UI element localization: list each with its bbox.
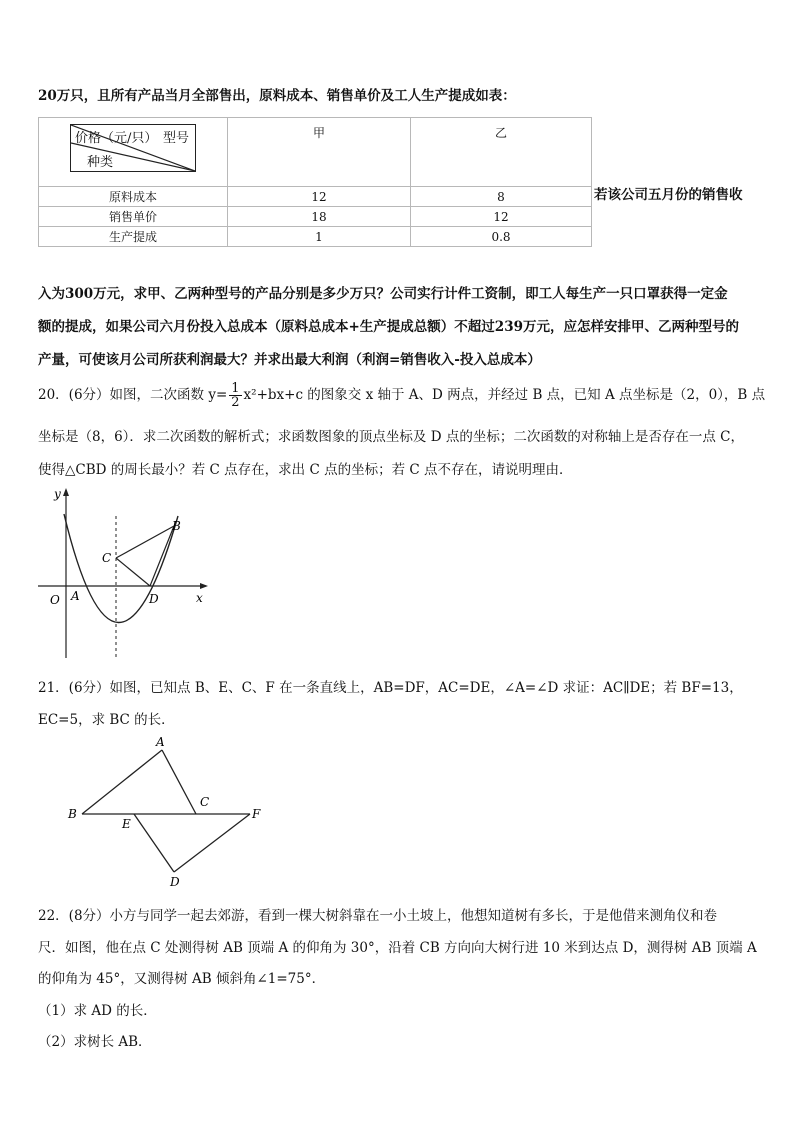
header-price-label: 价格（元/只） <box>75 131 158 146</box>
label-y: y <box>54 487 61 501</box>
q20-line1-b: x²+bx+c 的图象交 x 轴于 A、D 两点，并经过 B 点，已知 A 点坐标是（2，0），B 点 <box>243 387 766 403</box>
q20-line1 <box>38 382 765 409</box>
cost-table <box>38 117 592 247</box>
q22-line2: 尺．如图，他在点 C 处测得树 AB 顶端 A 的仰角为 30°，沿着 CB 方向向大树行进 10 米到达点 D，测得树 AB 顶端 A <box>38 940 757 956</box>
label-a: A <box>156 735 165 749</box>
q19-line2: 额的提成，如果公司六月份投入总成本（原料总成本+生产提成总额）不超过239万元，应怎样安排甲、乙两种型号的 <box>38 319 739 335</box>
diagonal-header <box>70 124 196 172</box>
segment-ed <box>134 814 174 872</box>
table-row <box>39 207 592 227</box>
q22-line3: 的仰角为 45°，又测得树 AB 倾斜角∠1=75°． <box>38 971 326 987</box>
label-c: C <box>200 795 210 809</box>
label-x: x <box>196 591 203 605</box>
table-header-row <box>39 118 592 187</box>
q22-sub1: （1）求 AD 的长． <box>38 1003 157 1019</box>
parabola-curve <box>64 514 178 623</box>
row-value-b: 12 <box>411 207 592 227</box>
fraction-denominator: 2 <box>231 395 240 410</box>
q20-line1-a: 20．(6分）如图，二次函数 y= <box>38 387 228 403</box>
segment-df <box>174 814 250 872</box>
triangles-figure <box>60 732 280 892</box>
label-a: A <box>71 589 80 603</box>
label-c: C <box>102 551 112 565</box>
label-o: O <box>50 593 60 607</box>
fraction-half <box>229 382 241 409</box>
label-f: F <box>252 807 261 821</box>
q20-line3: 使得△CBD 的周长最小？若 C 点存在，求出 C 点的坐标；若 C 点不存在，请说明理由． <box>38 462 573 478</box>
q19-side-text: 若该公司五月份的销售收 <box>594 187 743 203</box>
q22-line1: 22．(8分）小方与同学一起去郊游，看到一棵大树斜靠在一小土坡上，他想知道树有多长，于是他借来测角仪和卷 <box>38 908 718 924</box>
row-value-b: 8 <box>411 187 592 207</box>
row-value-a: 12 <box>228 187 411 207</box>
q20-line2: 坐标是（8，6）．求二次函数的解析式；求函数图象的顶点坐标及 D 点的坐标；二次函数的对称轴上是否存在一点 C， <box>38 429 744 445</box>
q19-line3: 产量，可使该月公司所获利润最大？并求出最大利润（利润=销售收入-投入总成本） <box>38 352 541 368</box>
segment-cd <box>116 558 150 586</box>
row-label: 销售单价 <box>39 207 228 227</box>
table-row <box>39 227 592 247</box>
q21-line2: EC=5，求 BC 的长． <box>38 712 175 728</box>
header-col-a: 甲 <box>228 118 411 187</box>
header-model-label: 型号 <box>162 131 189 146</box>
table-corner-cell <box>39 118 228 187</box>
y-axis-arrow <box>63 488 69 496</box>
segment-cb <box>116 526 174 558</box>
x-axis-arrow <box>200 583 208 589</box>
row-value-a: 18 <box>228 207 411 227</box>
q19-intro: 20万只，且所有产品当月全部售出，原料成本、销售单价及工人生产提成如表： <box>38 88 516 104</box>
segment-db <box>150 526 174 586</box>
row-label: 原料成本 <box>39 187 228 207</box>
label-b: B <box>172 519 181 533</box>
q22-sub2: （2）求树长 AB． <box>38 1034 152 1050</box>
label-b: B <box>68 807 77 821</box>
q19-line1: 入为300万元，求甲、乙两种型号的产品分别是多少万只？公司实行计件工资制，即工人每生产一只口罩获得一定金 <box>38 286 728 302</box>
segment-ba <box>82 750 162 814</box>
fraction-numerator: 1 <box>231 381 240 396</box>
header-col-b: 乙 <box>411 118 592 187</box>
table-row <box>39 187 592 207</box>
parabola-figure <box>38 486 213 666</box>
row-label: 生产提成 <box>39 227 228 247</box>
label-d: D <box>149 592 159 606</box>
segment-ac <box>162 750 196 814</box>
q21-line1: 21．(6分）如图，已知点 B、E、C、F 在一条直线上，AB=DF，AC=DE，∠A=∠D 求证：AC∥DE；若 BF=13， <box>38 680 743 696</box>
label-e: E <box>122 817 131 831</box>
label-d: D <box>170 875 180 889</box>
row-value-a: 1 <box>228 227 411 247</box>
header-kind-label: 种类 <box>87 155 114 170</box>
row-value-b: 0.8 <box>411 227 592 247</box>
